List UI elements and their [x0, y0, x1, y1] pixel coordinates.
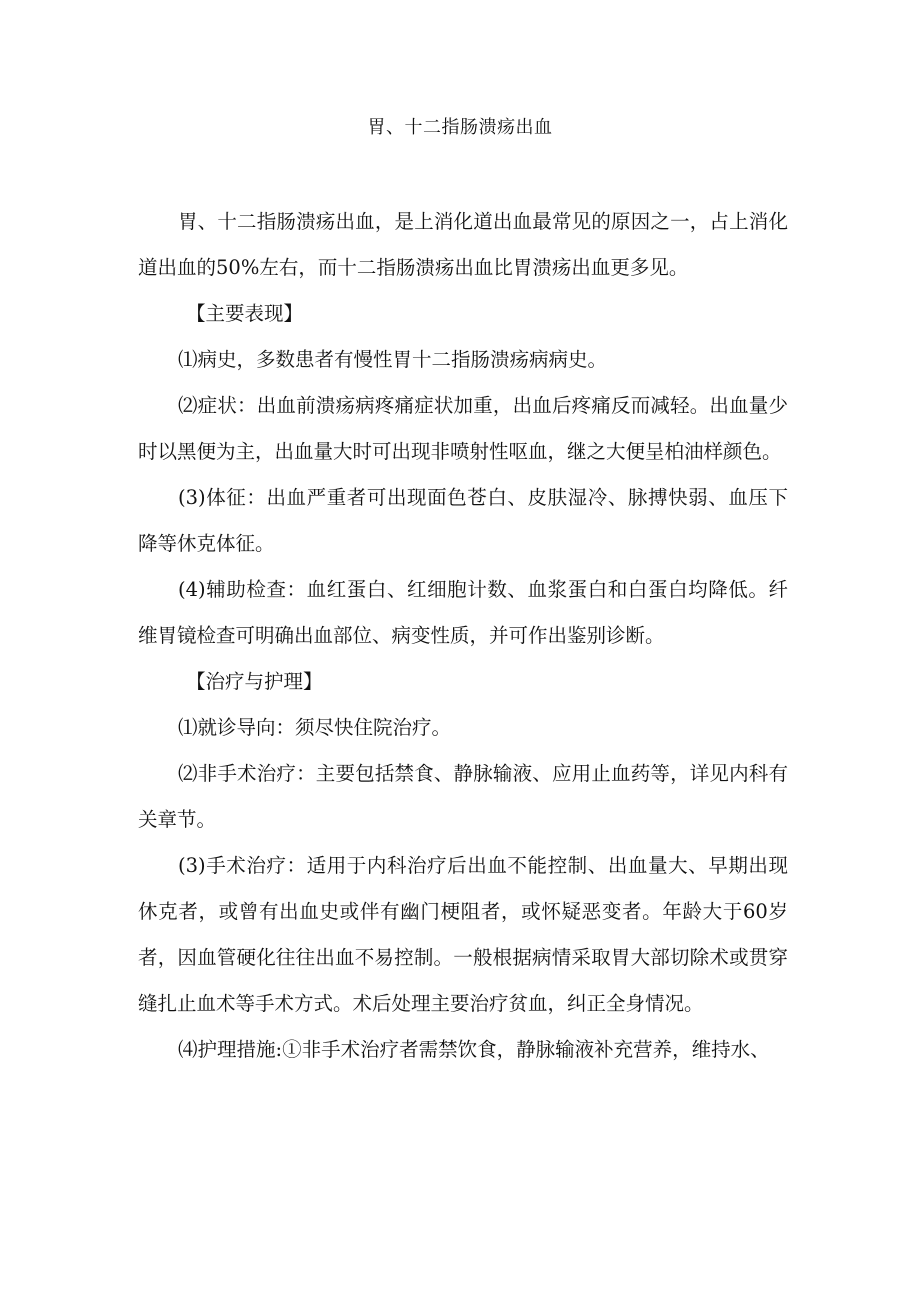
paragraph-referral: ⑴就诊导向：须尽快住院治疗。 [178, 716, 452, 739]
paragraph-nursing-measures: ⑷护理措施:①非手术治疗者需禁饮食，静脉输液补充营养，维持水、 [178, 1038, 770, 1061]
paragraph-nonsurgical: ⑵非手术治疗：主要包括禁食、静脉输液、应用止血药等，详见内科有关章节。 [138, 762, 788, 831]
document-body [138, 199, 788, 1073]
paragraph-signs: (3)体征：出血严重者可出现面色苍白、皮肤湿冷、脉搏快弱、血压下降等休克体征。 [138, 486, 788, 555]
page-title: 胃、十二指肠溃疡出血 [367, 117, 553, 138]
paragraph-symptoms: ⑵症状：出血前溃疡病疼痛症状加重，出血后疼痛反而减轻。出血量少时以黑便为主，出血量大时可出现非喷射性呕血，继之大便呈柏油样颜色。 [138, 394, 788, 463]
section-heading-main-manifestations: 【主要表现】 [186, 302, 304, 325]
paragraph-surgical: (3)手术治疗：适用于内科治疗后出血不能控制、出血量大、早期出现休克者，或曾有出血史或伴有幽门梗阻者，或怀疑恶变者。年龄大于60岁者，因血管硬化往往出血不易控制。一般根据病情采取胃大部切除术或贯穿缝扎止血术等手术方式。术后处理主要治疗贫血，纠正全身情况。 [138, 854, 788, 1015]
section-heading-treatment-nursing: 【治疗与护理】 [186, 670, 323, 693]
paragraph-intro: 胃、十二指肠溃疡出血，是上消化道出血最常见的原因之一，占上消化道出血的50%左右，而十二指肠溃疡出血比胃溃疡出血更多见。 [138, 210, 788, 279]
paragraph-history: ⑴病史，多数患者有慢性胃十二指肠溃疡病病史。 [178, 348, 608, 371]
paragraph-auxiliary-exam: (4)辅助检查：血红蛋白、红细胞计数、血浆蛋白和白蛋白均降低。纤维胃镜检查可明确出血部位、病变性质，并可作出鉴别诊断。 [138, 578, 788, 647]
